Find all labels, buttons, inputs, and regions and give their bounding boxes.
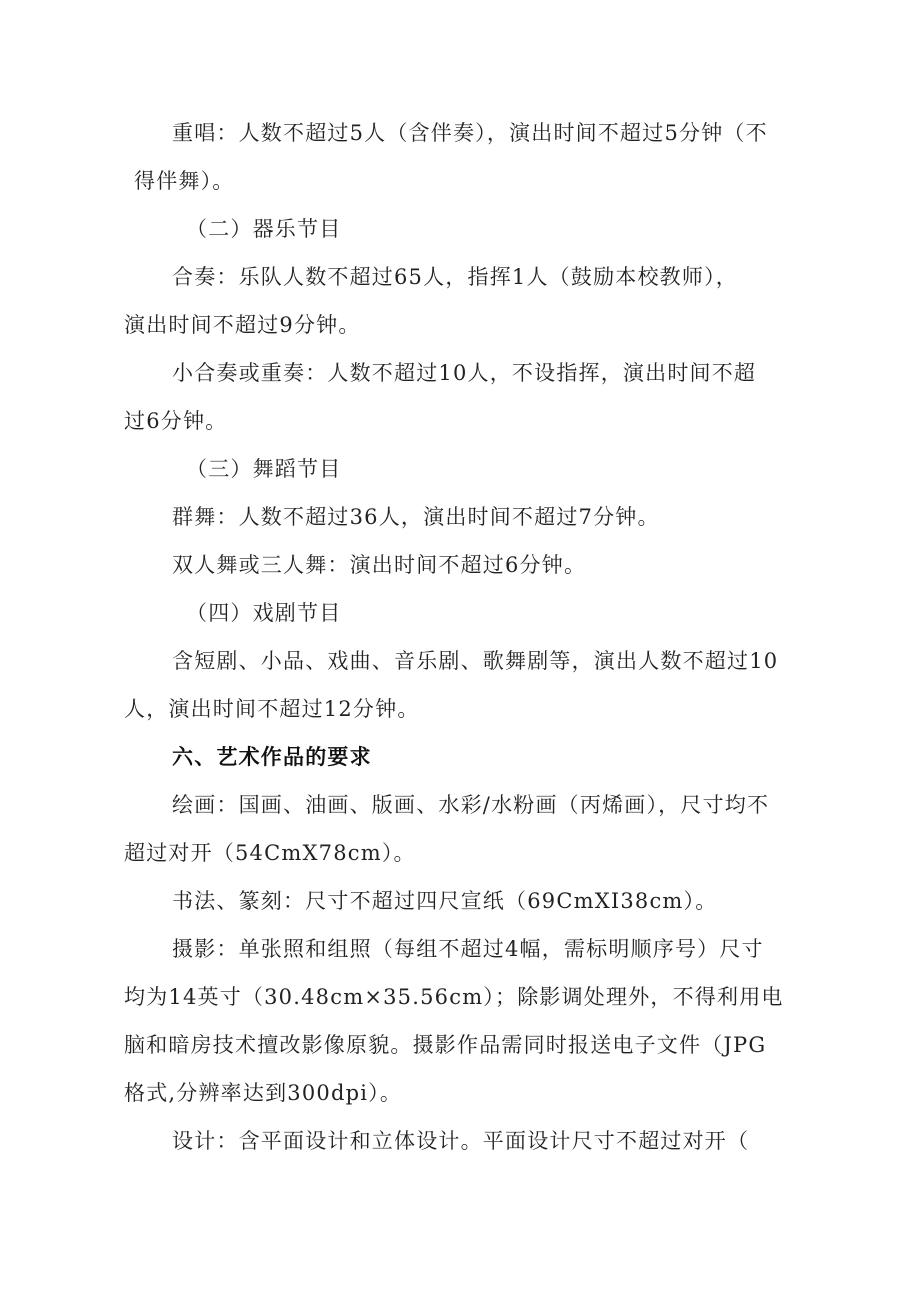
paragraph-drama-rule: 含短剧、小品、戏曲、音乐剧、歌舞剧等，演出人数不超过10 [172, 649, 779, 673]
paragraph-group-dance-rule: 群舞：人数不超过36人，演出时间不超过7分钟。 [172, 505, 660, 529]
paragraph-painting-rule-cont: 超过对开（54CmX78cm）。 [124, 841, 416, 865]
paragraph-small-ensemble-rule: 小合奏或重奏：人数不超过10人，不设指挥，演出时间不超 [172, 361, 757, 385]
paragraph-drama-rule-cont: 人，演出时间不超过12分钟。 [124, 697, 420, 721]
paragraph-calligraphy-rule: 书法、篆刻：尺寸不超过四尺宣纸（69CmXI38cm）。 [172, 889, 718, 913]
paragraph-photography-rule-cont-3: 格式,分辨率达到300dpi）。 [124, 1081, 403, 1105]
paragraph-photography-rule-cont-2: 脑和暗房技术擅改影像原貌。摄影作品需同时报送电子文件（JPG [124, 1033, 767, 1057]
paragraph-painting-rule: 绘画：国画、油画、版画、水彩/水粉画（丙烯画），尺寸均不 [172, 793, 770, 817]
section-drama: （四）戏剧节目 [186, 601, 342, 625]
paragraph-photography-rule: 摄影：单张照和组照（每组不超过4幅，需标明顺序号）尺寸 [172, 937, 764, 961]
paragraph-small-ensemble-rule-cont: 过6分钟。 [124, 409, 228, 433]
section-instrumental: （二）器乐节目 [186, 217, 342, 241]
paragraph-duo-dance-rule: 双人舞或三人舞：演出时间不超过6分钟。 [172, 553, 587, 577]
paragraph-design-rule: 设计：含平面设计和立体设计。平面设计尺寸不超过对开（ [172, 1129, 750, 1153]
section-dance: （三）舞蹈节目 [186, 457, 342, 481]
paragraph-chorus-rule: 重唱：人数不超过5人（含伴奏），演出时间不超过5分钟（不 [172, 121, 768, 145]
heading-artwork-requirements: 六、艺术作品的要求 [172, 745, 372, 769]
paragraph-ensemble-rule-cont: 演出时间不超过9分钟。 [124, 313, 361, 337]
paragraph-ensemble-rule: 合奏：乐队人数不超过65人，指挥1人（鼓励本校教师）， [172, 265, 738, 289]
paragraph-chorus-rule-cont: 得伴舞）。 [134, 169, 235, 193]
paragraph-photography-rule-cont-1: 均为14英寸（30.48cm×35.56cm）；除影调处理外，不得利用电 [124, 985, 784, 1009]
